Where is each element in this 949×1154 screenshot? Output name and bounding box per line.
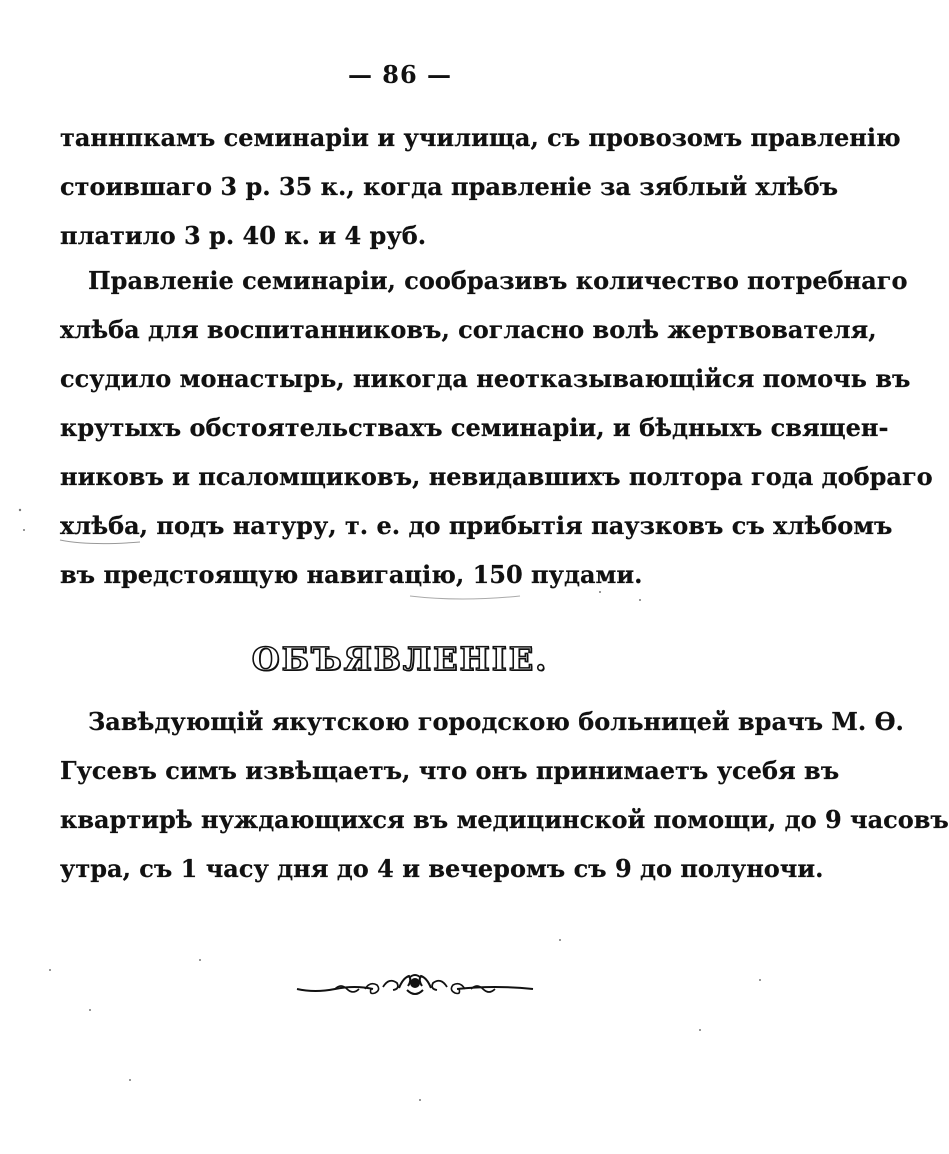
text-line: никовъ и псаломщиковъ, невидавшихъ полтора года добраго	[60, 462, 933, 491]
text-line: стоившаго 3 р. 35 к., когда правленіе за зяблый хлѣбъ	[60, 172, 839, 201]
text-line: Завѣдующій якутскою городскою больницей врачъ М. Ѳ.	[88, 707, 904, 736]
text-line: крутыхъ обстоятельствахъ семинаріи, и бѣдныхъ священ-	[60, 413, 889, 442]
paragraph-continuation	[60, 113, 901, 260]
paragraph-seminary	[60, 256, 933, 599]
text-line: Правленіе семинаріи, сообразивъ количество потребнаго	[88, 266, 908, 295]
text-line: хлѣба, подъ натуру, т. е. до прибытія паузковъ съ хлѣбомъ	[60, 511, 893, 540]
text-line: платило 3 р. 40 к. и 4 руб.	[60, 221, 427, 250]
text-line: хлѣба для воспитанниковъ, согласно волѣ жертвователя,	[60, 315, 877, 344]
page-number: — 86 —	[347, 60, 453, 89]
announcement-paragraph	[60, 697, 949, 893]
text-line: ссудило монастырь, никогда неотказывающійся помочь въ	[60, 364, 911, 393]
text-line: Гусевъ симъ извѣщаетъ, что онъ принимаетъ усебя въ	[60, 756, 840, 785]
text-line: въ предстоящую навигацію, 150 пудами.	[60, 560, 643, 589]
floral-divider-icon	[295, 972, 535, 1002]
text-line: таннпкамъ семинаріи и училища, съ провозомъ правленію	[60, 123, 901, 152]
text-line: утра, съ 1 часу дня до 4 и вечеромъ съ 9 до полуночи.	[60, 854, 824, 883]
text-line: квартирѣ нуждающихся въ медицинской помощи, до 9 часовъ	[60, 805, 949, 834]
announcement-heading: ОБЪЯВЛЕНІЕ.	[251, 640, 549, 678]
